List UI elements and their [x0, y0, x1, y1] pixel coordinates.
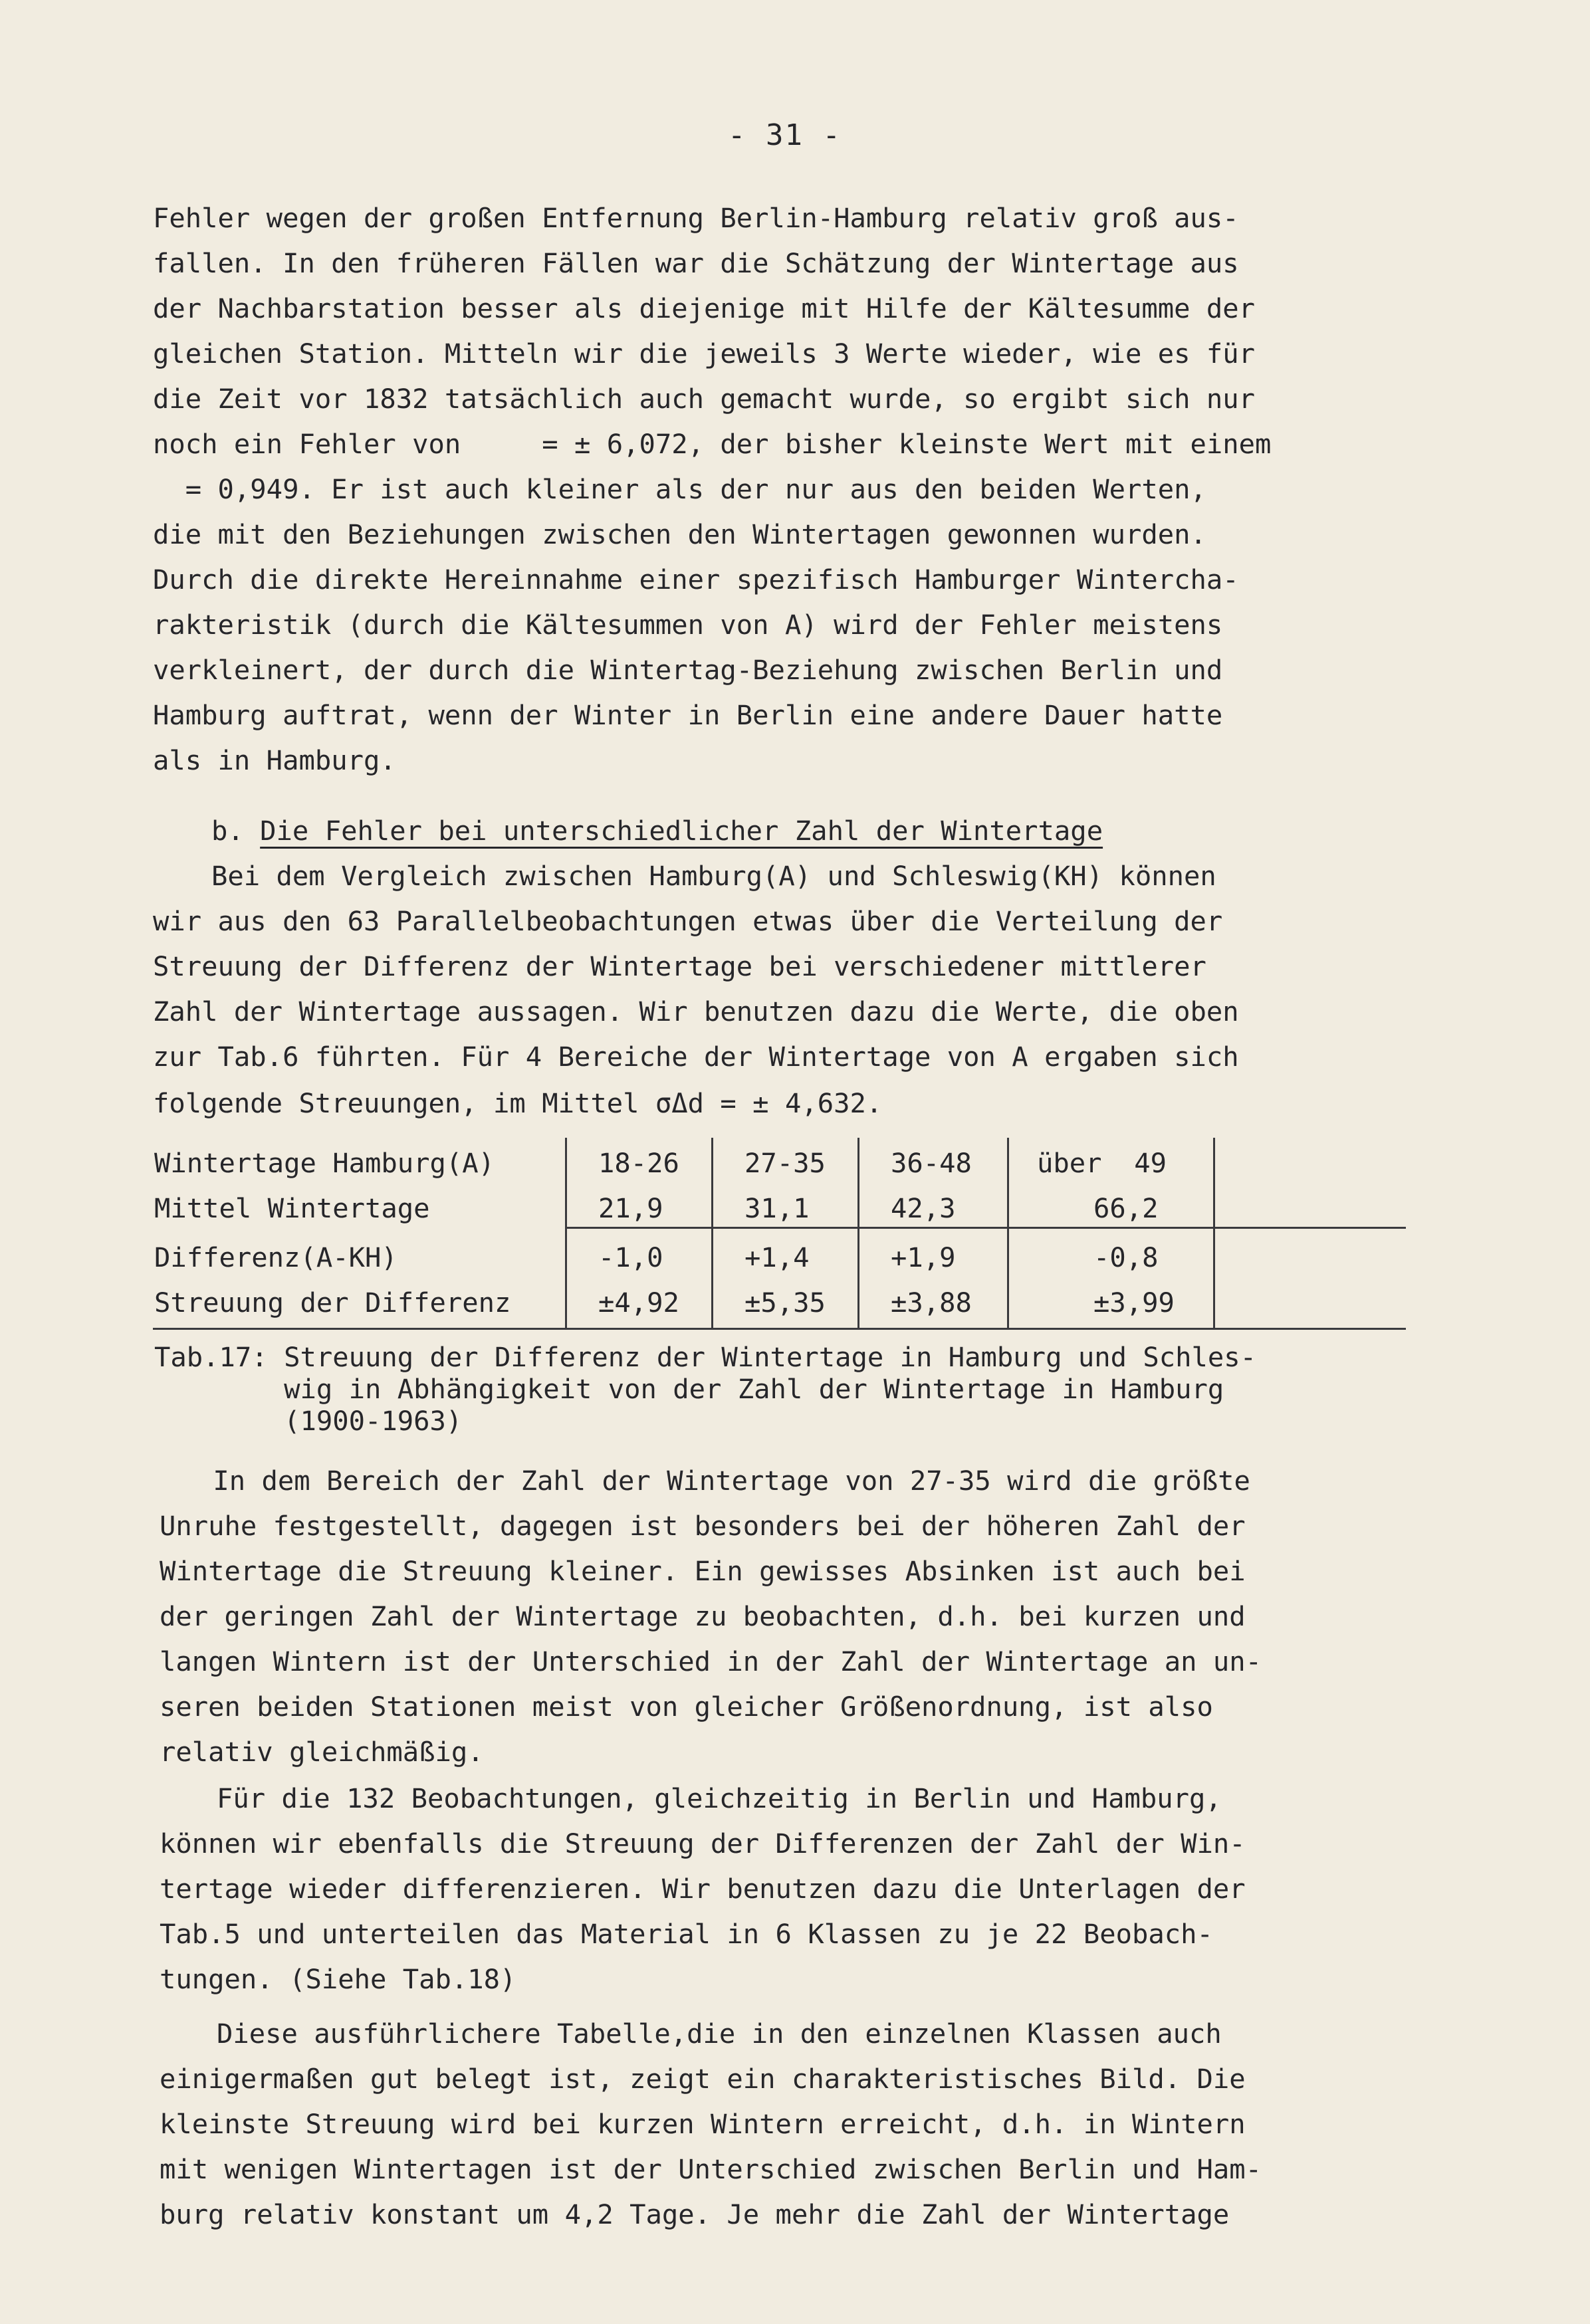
table-rule [565, 1138, 567, 1328]
table-cell: 27-35 [744, 1147, 826, 1179]
table-rule [857, 1138, 859, 1328]
text-line: Bei dem Vergleich zwischen Hamburg(A) und Schleswig(KH) können [211, 860, 1216, 892]
text-line: Fehler wegen der großen Entfernung Berlin-Hamburg relativ groß aus- [153, 202, 1239, 234]
table-cell: 31,1 [744, 1192, 810, 1224]
text-line: langen Wintern ist der Unterschied in der Zahl der Wintertage an un- [160, 1645, 1262, 1677]
text-line: kleinste Streuung wird bei kurzen Wintern erreicht, d.h. in Wintern [160, 2108, 1246, 2140]
row-label: Streuung der Differenz [154, 1287, 511, 1319]
table-cell: ±3,99 [1093, 1287, 1175, 1319]
table-cell: -1,0 [598, 1241, 663, 1273]
table-cell: 36-48 [891, 1147, 972, 1179]
text-line: verkleinert, der durch die Wintertag-Beziehung zwischen Berlin und [153, 654, 1223, 686]
text-line: Streuung der Differenz der Wintertage bei verschiedener mittlerer [153, 950, 1206, 982]
text-line: In dem Bereich der Zahl der Wintertage von 27-35 wird die größte [197, 1465, 1250, 1497]
text-line: Diese ausführlichere Tabelle,die in den einzelnen Klassen auch [217, 2018, 1222, 2050]
section-heading-text: Die Fehler bei unterschiedlicher Zahl der Wintertage [260, 815, 1103, 847]
text-line: Tab.5 und unterteilen das Material in 6 Klassen zu je 22 Beobach- [160, 1918, 1213, 1950]
row-label: Differenz(A-KH) [154, 1241, 397, 1273]
text-line: relativ gleichmäßig. [160, 1736, 484, 1768]
text-line: als in Hamburg. [153, 744, 396, 776]
text-line: Wintertage die Streuung kleiner. Ein gewisses Absinken ist auch bei [160, 1555, 1246, 1587]
section-prefix: b. [211, 815, 261, 847]
table-17 [153, 1138, 1406, 1330]
text-line: die Zeit vor 1832 tatsächlich auch gemacht wurde, so ergibt sich nur [153, 383, 1256, 415]
text-line: rakteristik (durch die Kältesummen von A) wird der Fehler meistens [153, 609, 1223, 641]
text-line: = 0,949. Er ist auch kleiner als der nur aus den beiden Werten, [153, 473, 1206, 505]
caption-line: Tab.17: Streuung der Differenz der Wintertage in Hamburg und Schles- [154, 1341, 1257, 1373]
table-cell: ±3,88 [891, 1287, 972, 1319]
text-line: gleichen Station. Mitteln wir die jeweils 3 Werte wieder, wie es für [153, 338, 1256, 370]
table-cell: 42,3 [891, 1192, 956, 1224]
text-line: mit wenigen Wintertagen ist der Unterschied zwischen Berlin und Ham- [160, 2153, 1262, 2185]
table-rule [1007, 1138, 1009, 1328]
table-cell: 21,9 [598, 1192, 663, 1224]
text-line: Hamburg auftrat, wenn der Winter in Berlin eine andere Dauer hatte [153, 699, 1223, 731]
text-line: Zahl der Wintertage aussagen. Wir benutzen dazu die Werte, die oben [153, 996, 1239, 1027]
text-line: einigermaßen gut belegt ist, zeigt ein charakteristisches Bild. Die [160, 2063, 1246, 2095]
table-cell: 66,2 [1093, 1192, 1159, 1224]
text-line: folgende Streuungen, im Mittel σΔd = ± 4,632. [153, 1087, 883, 1119]
text-line: fallen. In den früheren Fällen war die Schätzung der Wintertage aus [153, 247, 1239, 279]
table-cell: über 49 [1037, 1147, 1167, 1179]
text-line: burg relativ konstant um 4,2 Tage. Je mehr die Zahl der Wintertage [160, 2198, 1230, 2230]
text-line: Durch die direkte Hereinnahme einer spezifisch Hamburger Winterchа- [153, 564, 1239, 595]
text-line: wir aus den 63 Parallelbeobachtungen etwas über die Verteilung der [153, 905, 1223, 937]
table-cell: 18-26 [598, 1147, 679, 1179]
table-cell: -0,8 [1093, 1241, 1159, 1273]
text-line: zur Tab.6 führten. Für 4 Bereiche der Wintertage von A ergaben sich [153, 1041, 1239, 1073]
caption-line: (1900-1963) [154, 1405, 463, 1437]
table-rule [711, 1138, 713, 1328]
table-rule [153, 1328, 1406, 1330]
table-cell: +1,9 [891, 1241, 956, 1273]
text-line: noch ein Fehler von = ± 6,072, der bisher kleinste Wert mit einem [153, 428, 1272, 460]
text-line: der Nachbarstation besser als diejenige mit Hilfe der Kältesumme der [153, 292, 1256, 324]
row-label: Wintertage Hamburg(A) [154, 1147, 495, 1179]
text-line: Unruhe festgestellt, dagegen ist besonders bei der höheren Zahl der [160, 1510, 1246, 1542]
table-rule [1213, 1138, 1215, 1328]
page-number: - 31 - [728, 118, 842, 152]
text-line: tertage wieder differenzieren. Wir benutzen dazu die Unterlagen der [160, 1873, 1246, 1905]
table-cell: ±5,35 [744, 1287, 826, 1319]
text-line: die mit den Beziehungen zwischen den Wintertagen gewonnen wurden. [153, 518, 1206, 550]
table-rule [565, 1227, 1406, 1229]
text-line: Für die 132 Beobachtungen, gleichzeitig in Berlin und Hamburg, [217, 1782, 1222, 1814]
text-line: der geringen Zahl der Wintertage zu beobachten, d.h. bei kurzen und [160, 1600, 1246, 1632]
caption-line: wig in Abhängigkeit von der Zahl der Wintertage in Hamburg [154, 1373, 1224, 1405]
text-line: seren beiden Stationen meist von gleicher Größenordnung, ist also [160, 1691, 1213, 1723]
text-line: können wir ebenfalls die Streuung der Differenzen der Zahl der Win- [160, 1828, 1246, 1859]
table-cell: +1,4 [744, 1241, 810, 1273]
text-line: tungen. (Siehe Tab.18) [160, 1963, 516, 1995]
table-cell: ±4,92 [598, 1287, 679, 1319]
row-label: Mittel Wintertage [154, 1192, 430, 1224]
section-heading-b [211, 817, 1103, 845]
